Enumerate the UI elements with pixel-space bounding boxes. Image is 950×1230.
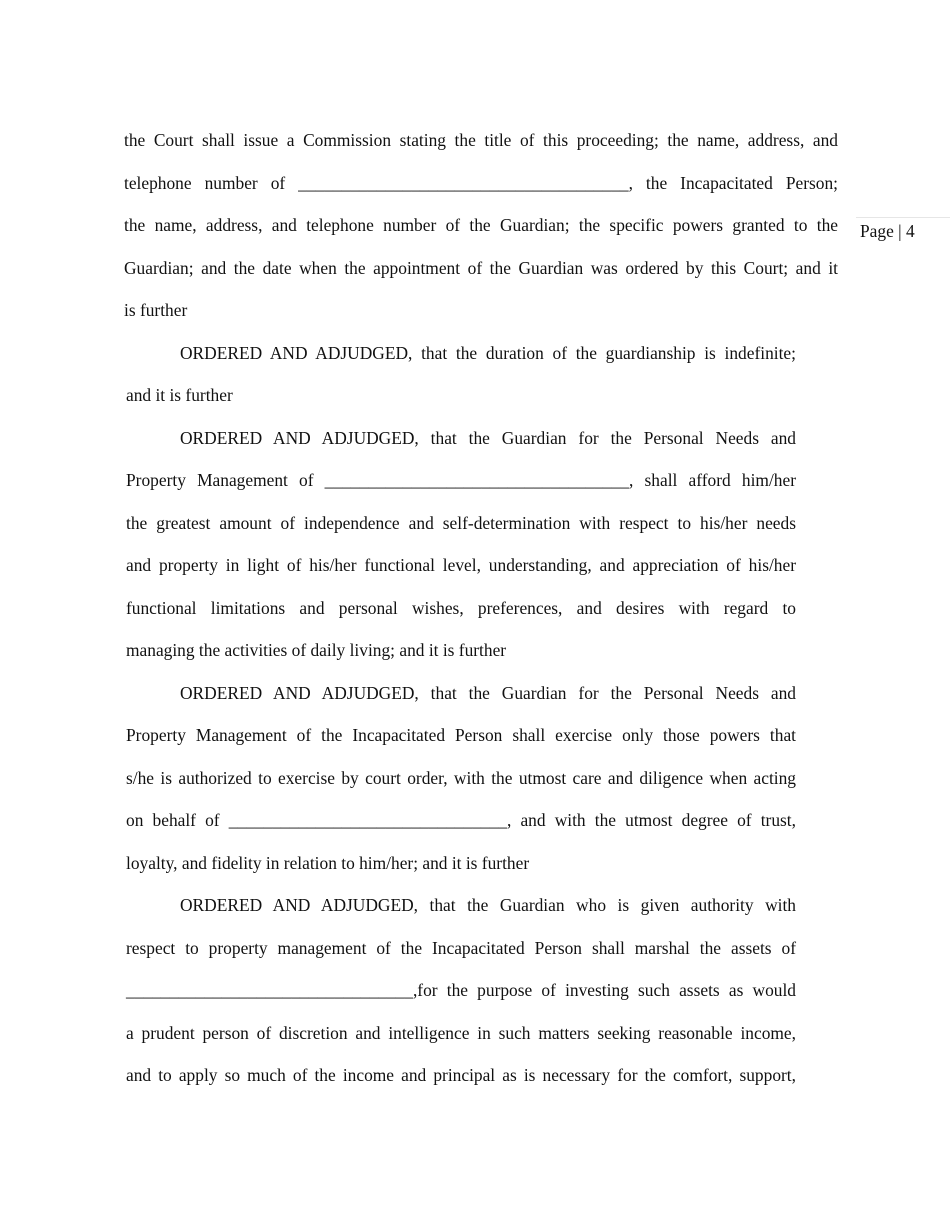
body-line: and to apply so much of the income and principal as is necessary for the comfort, support,	[126, 1065, 796, 1085]
body-line: Property Management of the Incapacitated Person shall exercise only those powers that	[126, 725, 796, 745]
body-line: the name, address, and telephone number of the Guardian; the specific powers granted to the	[124, 215, 838, 235]
body-line: Guardian; and the date when the appointment of the Guardian was ordered by this Court; and it	[124, 258, 838, 278]
body-line: ORDERED AND ADJUDGED, that the Guardian for the Personal Needs and	[180, 428, 796, 448]
body-line: loyalty, and fidelity in relation to him/her; and it is further	[126, 853, 530, 873]
body-line: and it is further	[126, 385, 233, 405]
body-line: functional limitations and personal wishes, preferences, and desires with regard to	[126, 598, 796, 618]
body-line: and property in light of his/her functional level, understanding, and appreciation of his/her	[126, 555, 796, 575]
body-line: managing the activities of daily living; and it is further	[126, 640, 507, 660]
body-line: ORDERED AND ADJUDGED, that the Guardian for the Personal Needs and	[180, 683, 796, 703]
body-line: telephone number of ______________________________________, the Incapacitated Person;	[124, 173, 838, 193]
body-line: on behalf of ________________________________, and with the utmost degree of trust,	[126, 810, 796, 830]
body-line: the Court shall issue a Commission stating the title of this proceeding; the name, address, and	[124, 130, 838, 150]
body-line: ORDERED AND ADJUDGED, that the duration of the guardianship is indefinite;	[180, 343, 796, 363]
page-header-rule	[856, 217, 950, 218]
page-number: Page | 4	[860, 221, 915, 241]
body-line: s/he is authorized to exercise by court order, with the utmost care and diligence when acting	[126, 768, 796, 788]
body-line: a prudent person of discretion and intelligence in such matters seeking reasonable income,	[126, 1023, 796, 1043]
body-line: Property Management of ___________________________________, shall afford him/her	[126, 470, 796, 490]
body-line: is further	[124, 300, 188, 320]
body-line: respect to property management of the Incapacitated Person shall marshal the assets of	[126, 938, 796, 958]
body-line: ORDERED AND ADJUDGED, that the Guardian who is given authority with	[180, 895, 796, 915]
body-line: the greatest amount of independence and self-determination with respect to his/her needs	[126, 513, 796, 533]
body-line: _________________________________,for the purpose of investing such assets as would	[126, 980, 796, 1000]
